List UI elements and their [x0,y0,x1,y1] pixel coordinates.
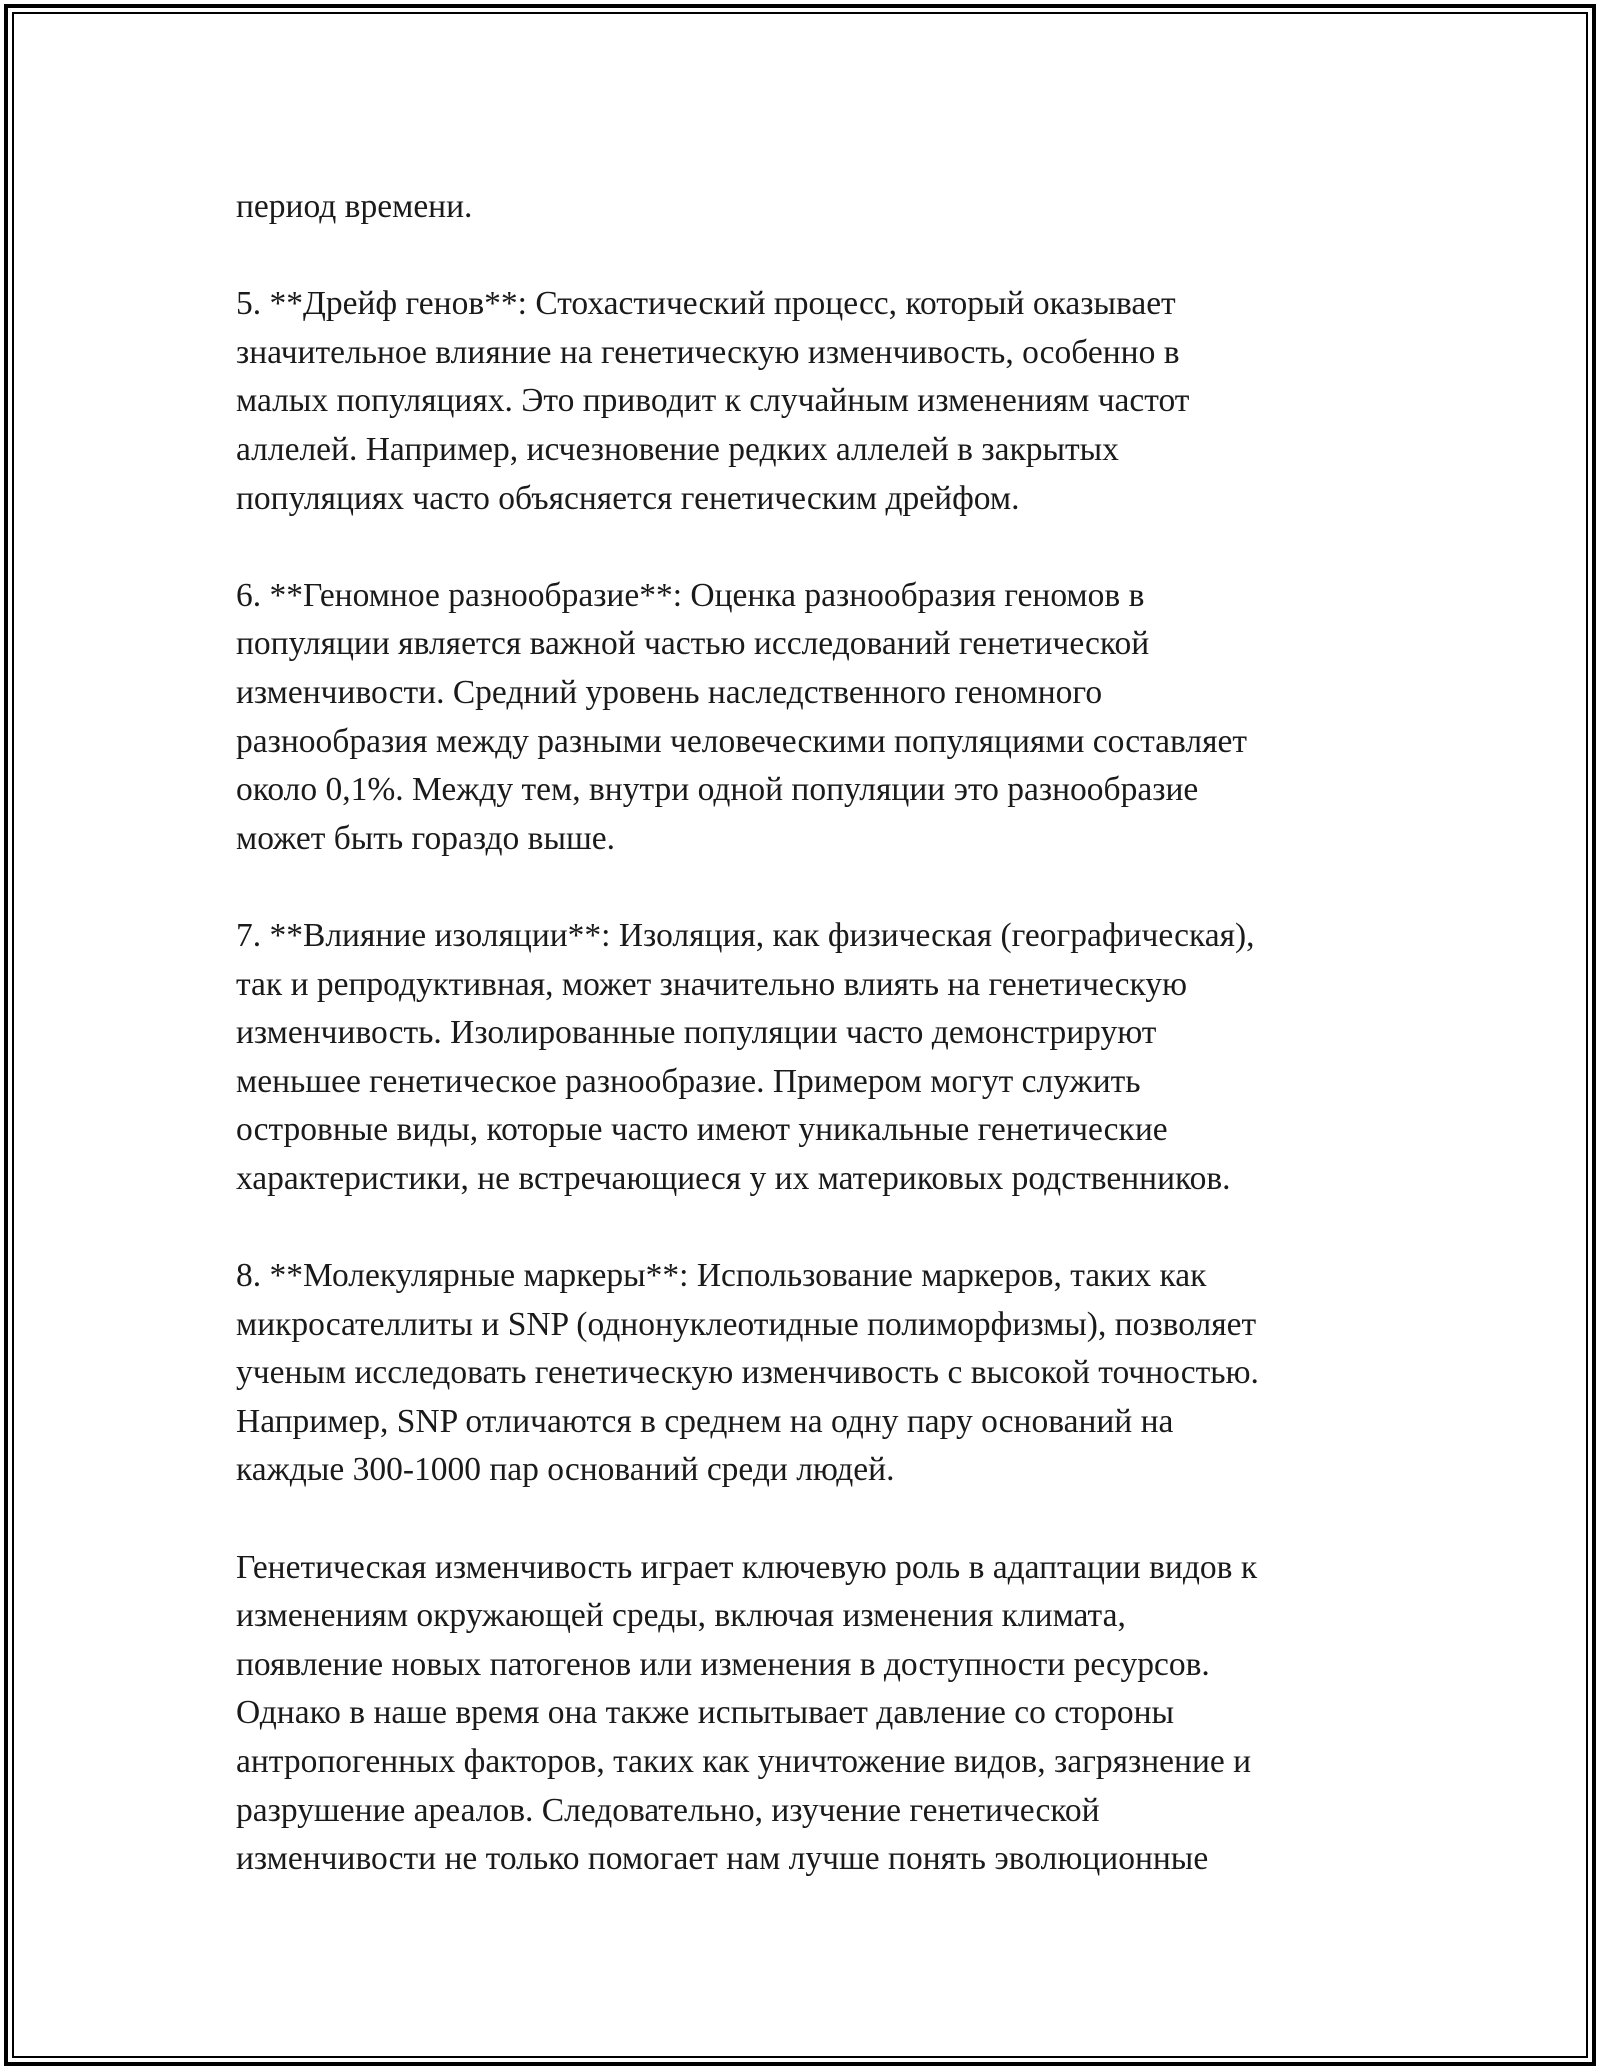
text-line: 7. **Влияние изоляции**: Изоляция, как физическая (географическая), [236,916,1255,954]
text-line: может быть гораздо выше. [236,819,615,857]
paragraph-continuation [236,183,1406,232]
text-line: 5. **Дрейф генов**: Стохастический процесс, который оказывает [236,285,1176,323]
text-line: значительное влияние на генетическую изменчивость, особенно в [236,333,1180,371]
text-line: аллелей. Например, исчезновение редких аллелей в закрытых [236,430,1119,468]
paragraph-molecular-markers [236,1252,1406,1495]
text-line: изменениям окружающей среды, включая изменения климата, [236,1597,1126,1635]
text-line: изменчивости не только помогает нам лучше понять эволюционные [236,1840,1209,1878]
text-line: островные виды, которые часто имеют уникальные генетические [236,1111,1168,1149]
text-line: так и репродуктивная, может значительно влиять на генетическую [236,965,1188,1003]
text-line: меньшее генетическое разнообразие. Примером могут служить [236,1062,1141,1100]
text-line: около 0,1%. Между тем, внутри одной популяции это разнообразие [236,771,1199,809]
paragraph-isolation [236,912,1406,1204]
text-line: период времени. [236,188,473,225]
text-line: антропогенных факторов, таких как уничтожение видов, загрязнение и [236,1743,1252,1780]
document-body [236,183,1406,1932]
text-line: Например, SNP отличаются в среднем на одну пару оснований на [236,1402,1174,1440]
text-line: 8. **Молекулярные маркеры**: Использование маркеров, таких как [236,1257,1207,1295]
text-line: популяциях часто объясняется генетическим дрейфом. [236,479,1020,517]
text-line: характеристики, не встречающиеся у их материковых родственников. [236,1159,1231,1197]
text-line: микросателлиты и SNP (однонуклеотидные полиморфизмы), позволяет [236,1305,1257,1343]
text-line: разрушение ареалов. Следовательно, изучение генетической [236,1791,1100,1829]
text-line: ученым исследовать генетическую изменчивость с высокой точностью. [236,1354,1259,1392]
text-line: популяции является важной частью исследований генетической [236,625,1150,663]
text-line: появление новых патогенов или изменения в доступности ресурсов. [236,1645,1210,1683]
paragraph-genetic-drift [236,280,1406,523]
text-line: 6. **Геномное разнообразие**: Оценка разнообразия геномов в [236,576,1145,614]
paragraph-genomic-diversity [236,572,1406,864]
text-line: каждые 300-1000 пар оснований среди людей. [236,1451,895,1489]
text-line: изменчивость. Изолированные популяции часто демонстрируют [236,1014,1157,1052]
text-line: разнообразия между разными человеческими популяциями составляет [236,722,1248,760]
text-line: Генетическая изменчивость играет ключевую роль в адаптации видов к [236,1548,1258,1586]
text-line: Однако в наше время она также испытывает давление со стороны [236,1694,1175,1732]
text-line: малых популяциях. Это приводит к случайным изменениям частот [236,382,1190,420]
paragraph-conclusion [236,1544,1406,1884]
text-line: изменчивости. Средний уровень наследственного геномного [236,673,1103,711]
